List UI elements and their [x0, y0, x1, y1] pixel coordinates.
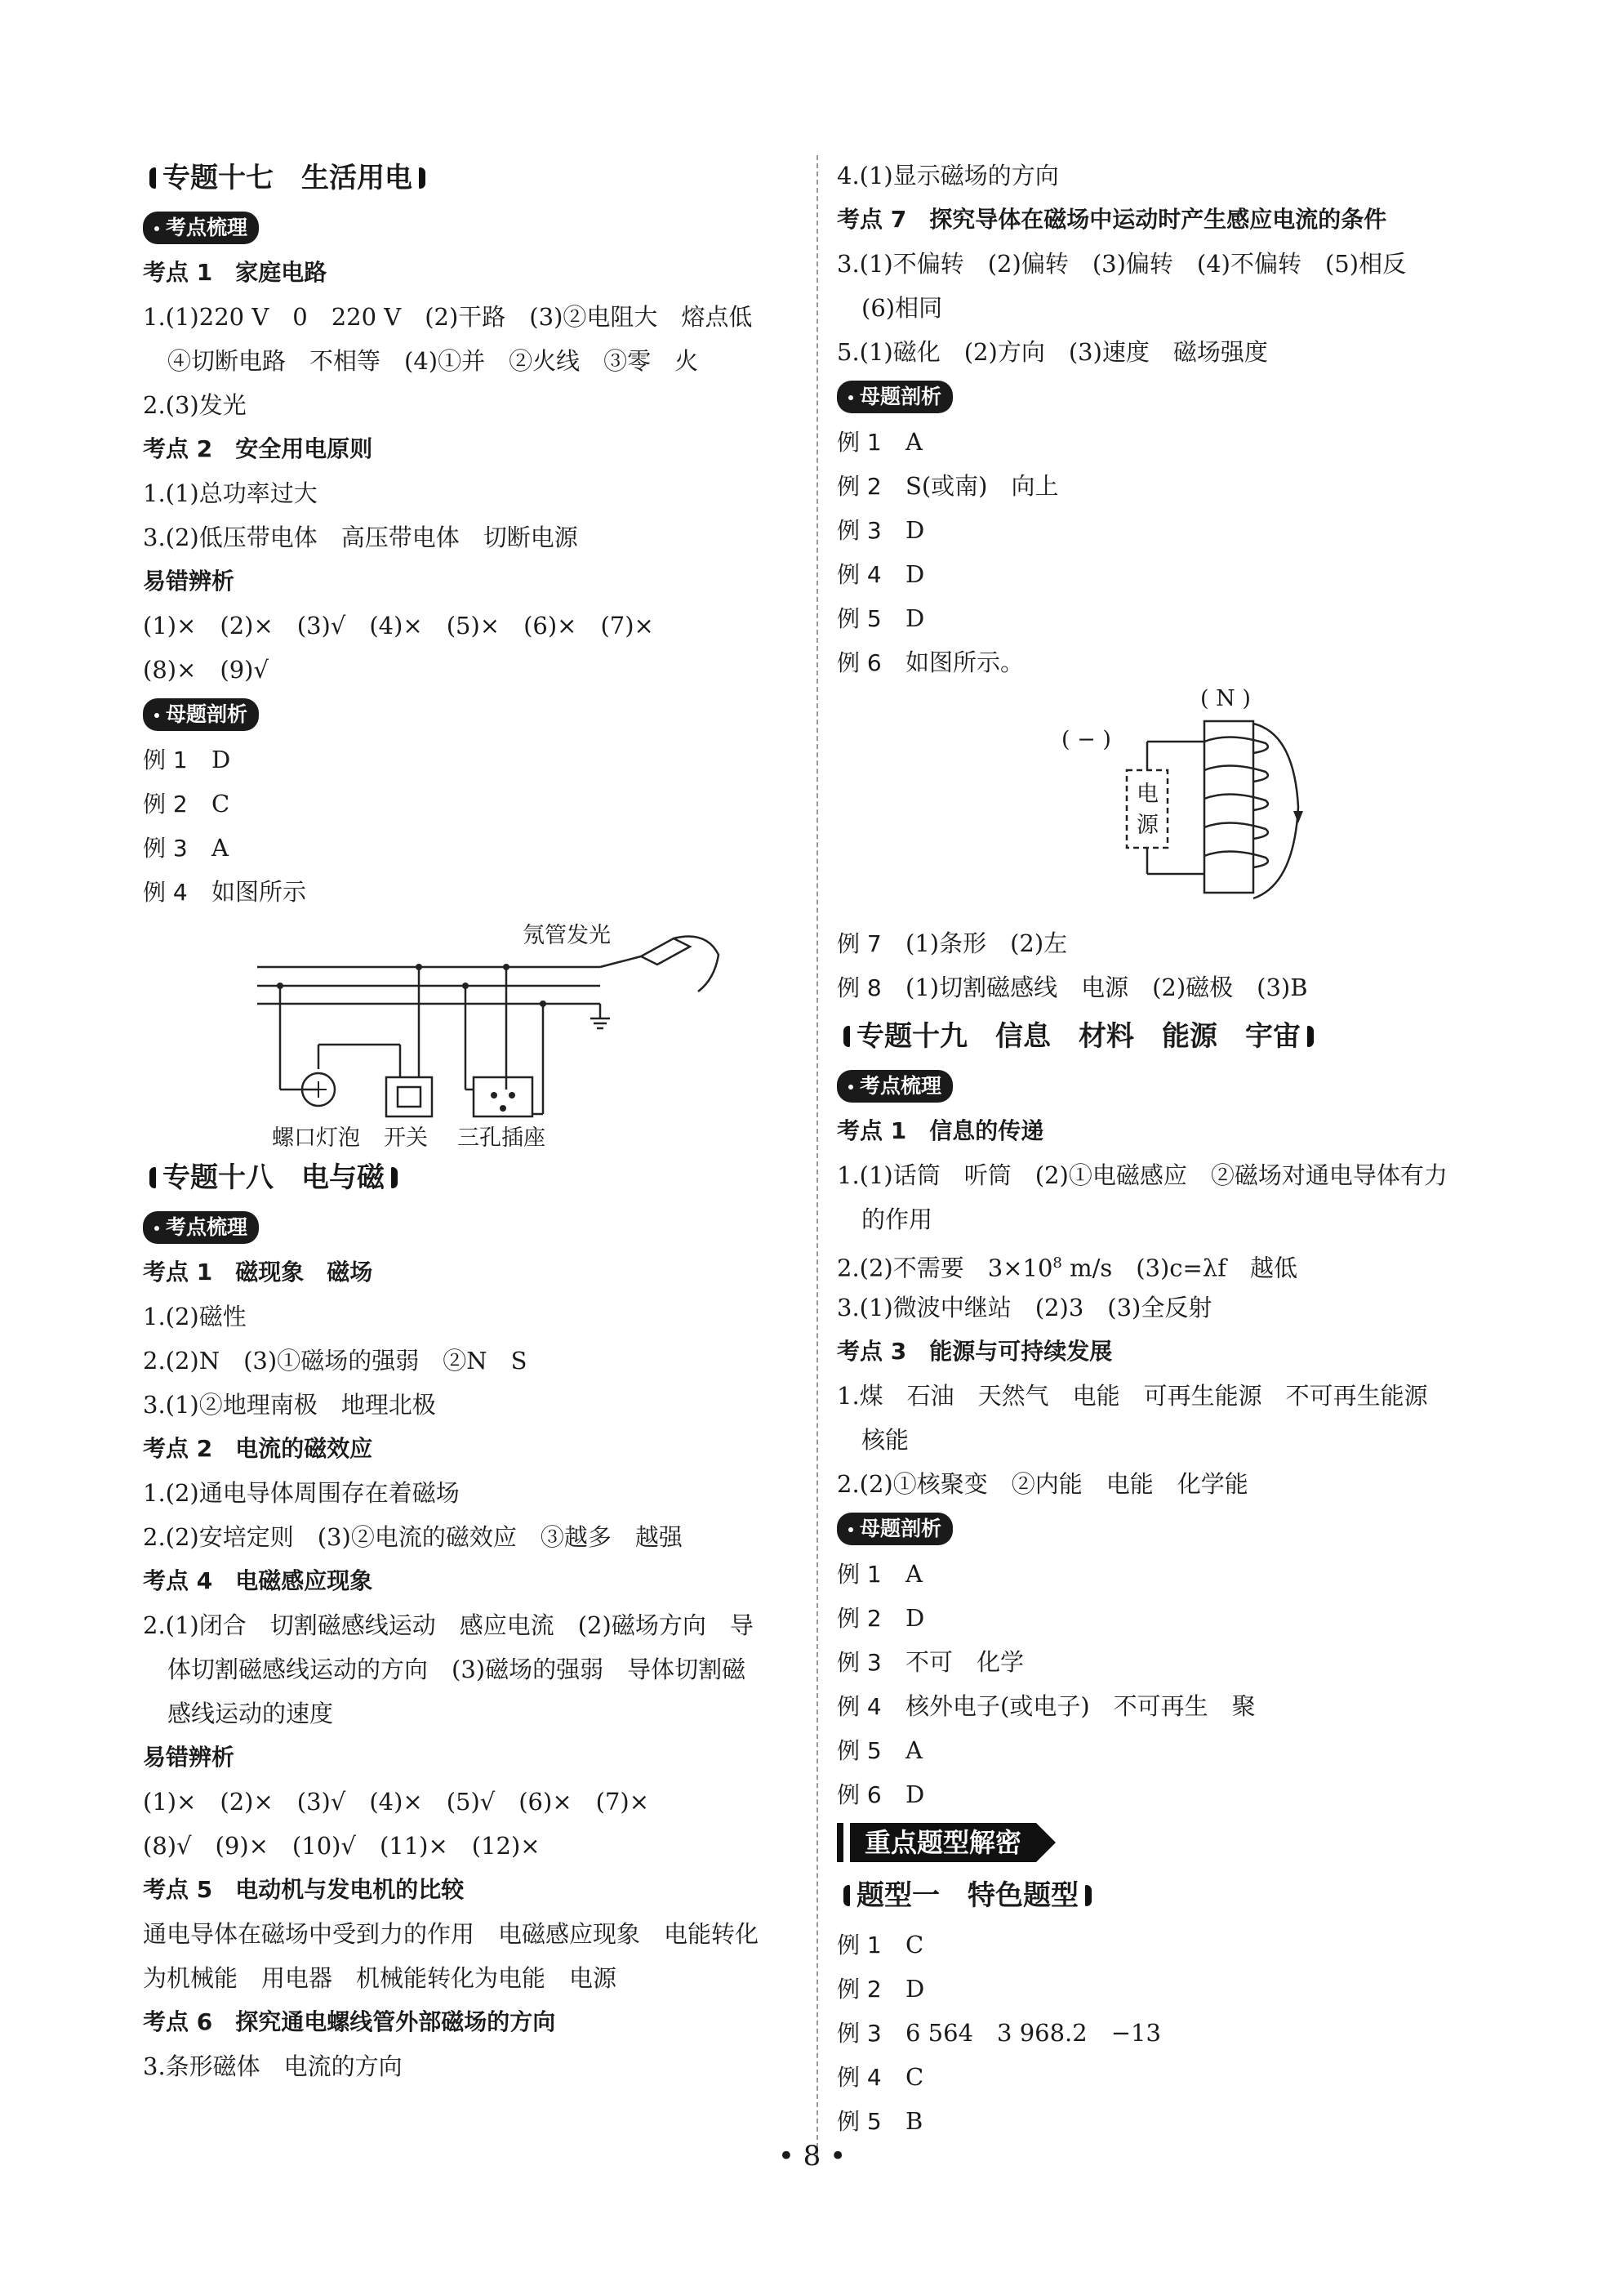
example-line: 例 1 A: [837, 1560, 923, 1588]
answer-line: 2.(3)发光: [143, 391, 247, 419]
answer-line: 1.煤 石油 天然气 电能 可再生能源 不可再生能源: [837, 1382, 1428, 1410]
yicuo-heading: 易错辨析: [143, 568, 235, 595]
answer-line: 5.(1)磁化 (2)方向 (3)速度 磁场强度: [837, 338, 1268, 366]
example-line: 例 6 D: [837, 1780, 925, 1808]
answer-line: (8)√ (9)× (10)√ (11)× (12)×: [143, 1832, 541, 1860]
answer-line: 感线运动的速度: [167, 1700, 334, 1727]
answer-line: (6)相同: [861, 294, 943, 322]
example-line: 例 5 D: [837, 604, 925, 632]
kaodian-heading: 考点 5 电动机与发电机的比较: [143, 1876, 465, 1903]
answer-line: 1.(1)220 V 0 220 V (2)干路 (3)②电阻大 熔点低: [143, 303, 753, 331]
answer-line: 3.(2)低压带电体 高压带电体 切断电源: [143, 524, 578, 551]
answer-line: 4.(1)显示磁场的方向: [837, 162, 1059, 189]
badge-kaodian: 考点梳理: [143, 212, 259, 244]
example-line: 例 2 D: [837, 1604, 925, 1632]
example-line: 例 4 D: [837, 560, 925, 588]
power-label-1: 电: [1137, 782, 1159, 807]
example-line: 例 7 (1)条形 (2)左: [837, 929, 1068, 957]
answer-line: 3.(1)②地理南极 地理北极: [143, 1391, 436, 1419]
answer-line: 1.(1)总功率过大: [143, 479, 318, 507]
answer-line: (8)× (9)√: [143, 656, 269, 684]
example-line: 例 5 A: [837, 1736, 923, 1764]
answer-line: 2.(2)安培定则 (3)②电流的磁效应 ③越多 越强: [143, 1523, 683, 1551]
kaodian-heading: 考点 2 电流的磁效应: [143, 1435, 373, 1462]
solenoid-figure: [837, 684, 1506, 921]
example-line: 例 2 D: [837, 1975, 925, 2003]
badge-muti: 母题剖析: [837, 381, 953, 413]
kaodian-heading: 考点 6 探究通电螺线管外部磁场的方向: [143, 2008, 556, 2035]
example-line: 例 8 (1)切割磁感线 电源 (2)磁极 (3)B: [837, 974, 1308, 1001]
section-title-18: 专题十八 电与磁: [143, 1151, 812, 1205]
example-line: 例 4 核外电子(或电子) 不可再生 聚: [837, 1692, 1256, 1720]
answer-line: 3.(1)微波中继站 (2)3 (3)全反射: [837, 1294, 1212, 1321]
answer-line: ④切断电路 不相等 (4)①并 ②火线 ③零 火: [167, 347, 699, 375]
kaodian-heading: 考点 4 电磁感应现象: [143, 1567, 373, 1594]
example-line: 例 2 S(或南) 向上: [837, 472, 1059, 500]
kaodian-heading: 考点 7 探究导体在磁场中运动时产生感应电流的条件: [837, 206, 1387, 233]
badge-muti: 母题剖析: [143, 698, 259, 731]
answer-line: 3.(1)不偏转 (2)偏转 (3)偏转 (4)不偏转 (5)相反: [837, 250, 1407, 278]
section-title-19: 专题十九 信息 材料 能源 宇宙: [837, 1009, 1506, 1063]
right-column: [837, 154, 1506, 2143]
answer-line: 1.(2)通电导体周围存在着磁场: [143, 1479, 460, 1507]
kaodian-heading: 考点 2 安全用电原则: [143, 435, 373, 462]
example-line: 例 1 A: [837, 428, 923, 456]
answer-line: (1)× (2)× (3)√ (4)× (5)× (6)× (7)×: [143, 612, 654, 639]
answer-line: 的作用: [861, 1205, 933, 1233]
household-circuit-figure: [143, 914, 812, 1151]
badge-kaodian: 考点梳理: [143, 1211, 259, 1244]
answer-line: 3.条形磁体 电流的方向: [143, 2052, 403, 2080]
question-type-title: 题型一 特色题型: [837, 1869, 1506, 1923]
kaodian-heading: 考点 3 能源与可持续发展: [837, 1338, 1113, 1365]
example-line: 例 1 C: [837, 1931, 924, 1959]
page-number: • 8 •: [777, 2140, 847, 2172]
answer-line: 2.(2)N (3)①磁场的强弱 ②N S: [143, 1347, 527, 1375]
answer-line: 1.(2)磁性: [143, 1303, 247, 1330]
socket-label: 三孔插座: [457, 1125, 545, 1151]
answer-line: 2.(2)①核聚变 ②内能 电能 化学能: [837, 1470, 1248, 1498]
answer-line: 通电导体在磁场中受到力的作用 电磁感应现象 电能转化: [143, 1920, 759, 1948]
answer-line: 2.(1)闭合 切割磁感线运动 感应电流 (2)磁场方向 导: [143, 1611, 754, 1639]
badge-muti: 母题剖析: [837, 1513, 953, 1545]
example-line: 例 6 如图所示。: [837, 648, 1025, 676]
example-line: 例 4 C: [837, 2063, 924, 2091]
solenoid-diagram: [837, 684, 1506, 921]
bulb-label: 螺口灯泡: [272, 1125, 360, 1151]
kaodian-heading: 考点 1 家庭电路: [143, 259, 327, 286]
answer-line: 为机械能 用电器 机械能转化为电能 电源: [143, 1964, 617, 1992]
example-line: 例 2 C: [143, 790, 230, 818]
section-title-17: 专题十七 生活用电: [143, 151, 812, 205]
n-pole-label: ( N ): [1200, 686, 1251, 711]
answer-line: 1.(1)话筒 听筒 (2)①电磁感应 ②磁场对通电导体有力: [837, 1161, 1448, 1189]
example-line: 例 4 如图所示: [143, 878, 307, 906]
left-column: [143, 151, 812, 2088]
key-question-banner: 重点题型解密: [837, 1821, 1056, 1864]
answer-line: 2.(2)不需要 $3\times 10^8$ m/s (3)c=λf 越低: [837, 1254, 1297, 1282]
column-divider: [816, 155, 818, 2156]
example-line: 例 3 D: [837, 516, 925, 544]
kaodian-heading: 考点 1 磁现象 磁场: [143, 1259, 373, 1286]
answer-line: 核能: [861, 1426, 910, 1454]
minus-label: ( − ): [1061, 727, 1111, 752]
example-line: 例 3 不可 化学: [837, 1648, 1025, 1676]
badge-kaodian: 考点梳理: [837, 1070, 953, 1103]
neon-label: 氖管发光: [523, 923, 611, 948]
yicuo-heading: 易错辨析: [143, 1744, 235, 1771]
kaodian-heading: 考点 1 信息的传递: [837, 1117, 1044, 1144]
switch-label: 开关: [384, 1125, 428, 1151]
power-label-2: 源: [1137, 813, 1159, 838]
example-line: 例 3 A: [143, 834, 229, 862]
example-line: 例 3 6 564 3 968.2 −13: [837, 2019, 1161, 2047]
circuit-diagram: [143, 914, 812, 1151]
answer-line: (1)× (2)× (3)√ (4)× (5)√ (6)× (7)×: [143, 1788, 650, 1816]
answer-line: 体切割磁感线运动的方向 (3)磁场的强弱 导体切割磁: [167, 1656, 746, 1683]
example-line: 例 5 B: [837, 2107, 923, 2135]
example-line: 例 1 D: [143, 746, 231, 773]
